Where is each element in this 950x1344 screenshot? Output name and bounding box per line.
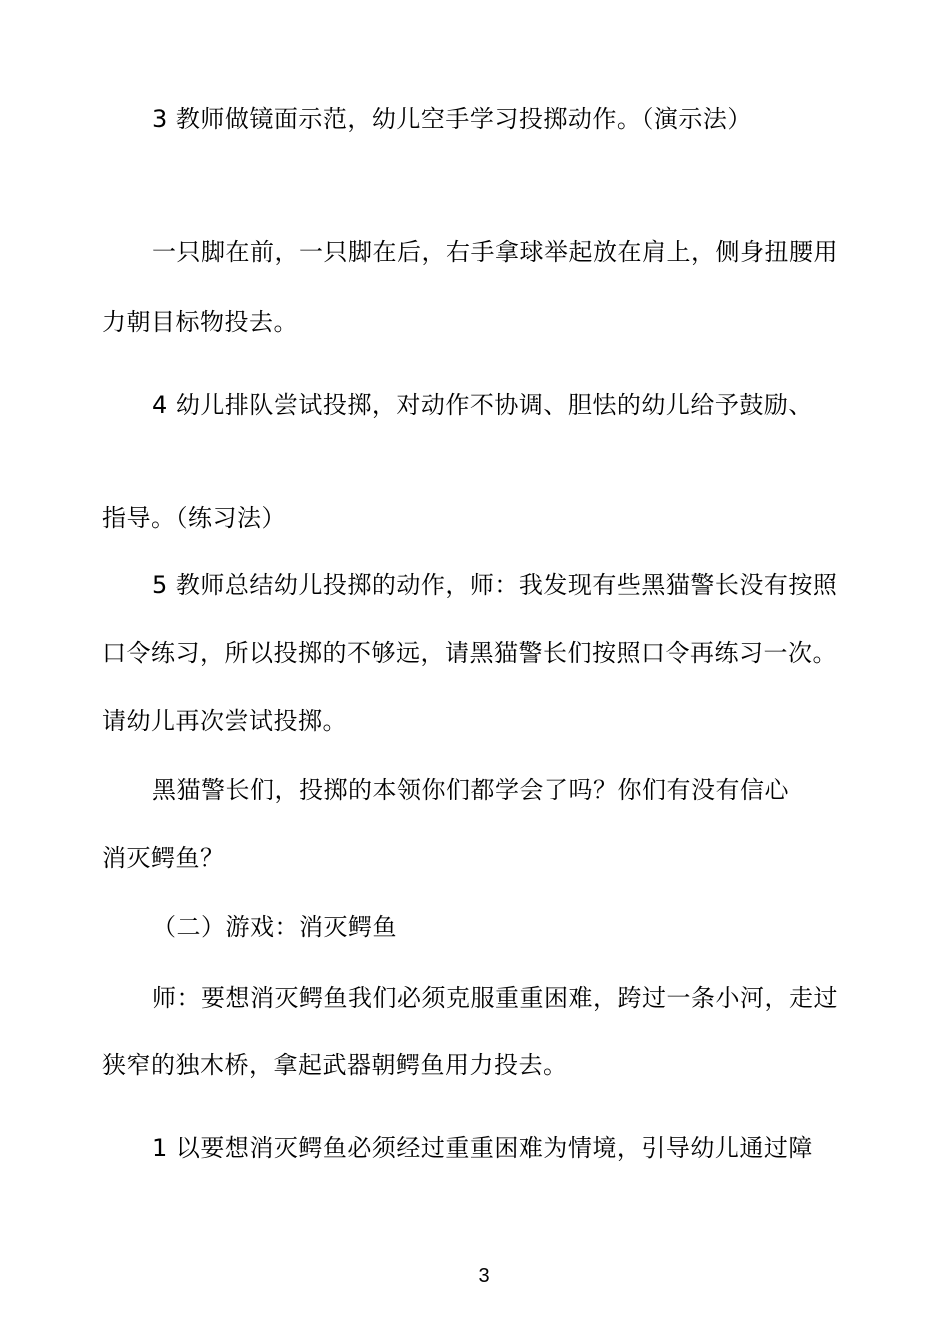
paragraph-line: 1 以要想消灭鳄鱼必须经过重重困难为情境，引导幼儿通过障 <box>152 1134 813 1162</box>
paragraph-line: 黑猫警长们，投掷的本领你们都学会了吗？你们有没有信心 <box>152 776 789 804</box>
paragraph-line: 4 幼儿排队尝试投掷，对动作不协调、胆怯的幼儿给予鼓励、 <box>152 391 813 419</box>
paragraph-line: 力朝目标物投去。 <box>102 308 298 336</box>
section-heading: （二）游戏：消灭鳄鱼 <box>152 913 397 941</box>
paragraph-line: 一只脚在前，一只脚在后，右手拿球举起放在肩上，侧身扭腰用 <box>152 238 838 266</box>
paragraph-line: 指导。（练习法） <box>102 504 286 532</box>
paragraph-line: 师：要想消灭鳄鱼我们必须克服重重困难，跨过一条小河，走过 <box>152 984 838 1012</box>
paragraph-line: 5 教师总结幼儿投掷的动作，师：我发现有些黑猫警长没有按照 <box>152 571 838 599</box>
paragraph-line: 3 教师做镜面示范，幼儿空手学习投掷动作。（演示法） <box>152 105 752 133</box>
paragraph-line: 请幼儿再次尝试投掷。 <box>102 707 347 735</box>
paragraph-line: 口令练习，所以投掷的不够远，请黑猫警长们按照口令再练习一次。 <box>102 639 837 667</box>
paragraph-line: 狭窄的独木桥，拿起武器朝鳄鱼用力投去。 <box>102 1051 568 1079</box>
paragraph-line: 消灭鳄鱼？ <box>102 844 225 872</box>
page-number: 3 <box>478 1265 490 1287</box>
